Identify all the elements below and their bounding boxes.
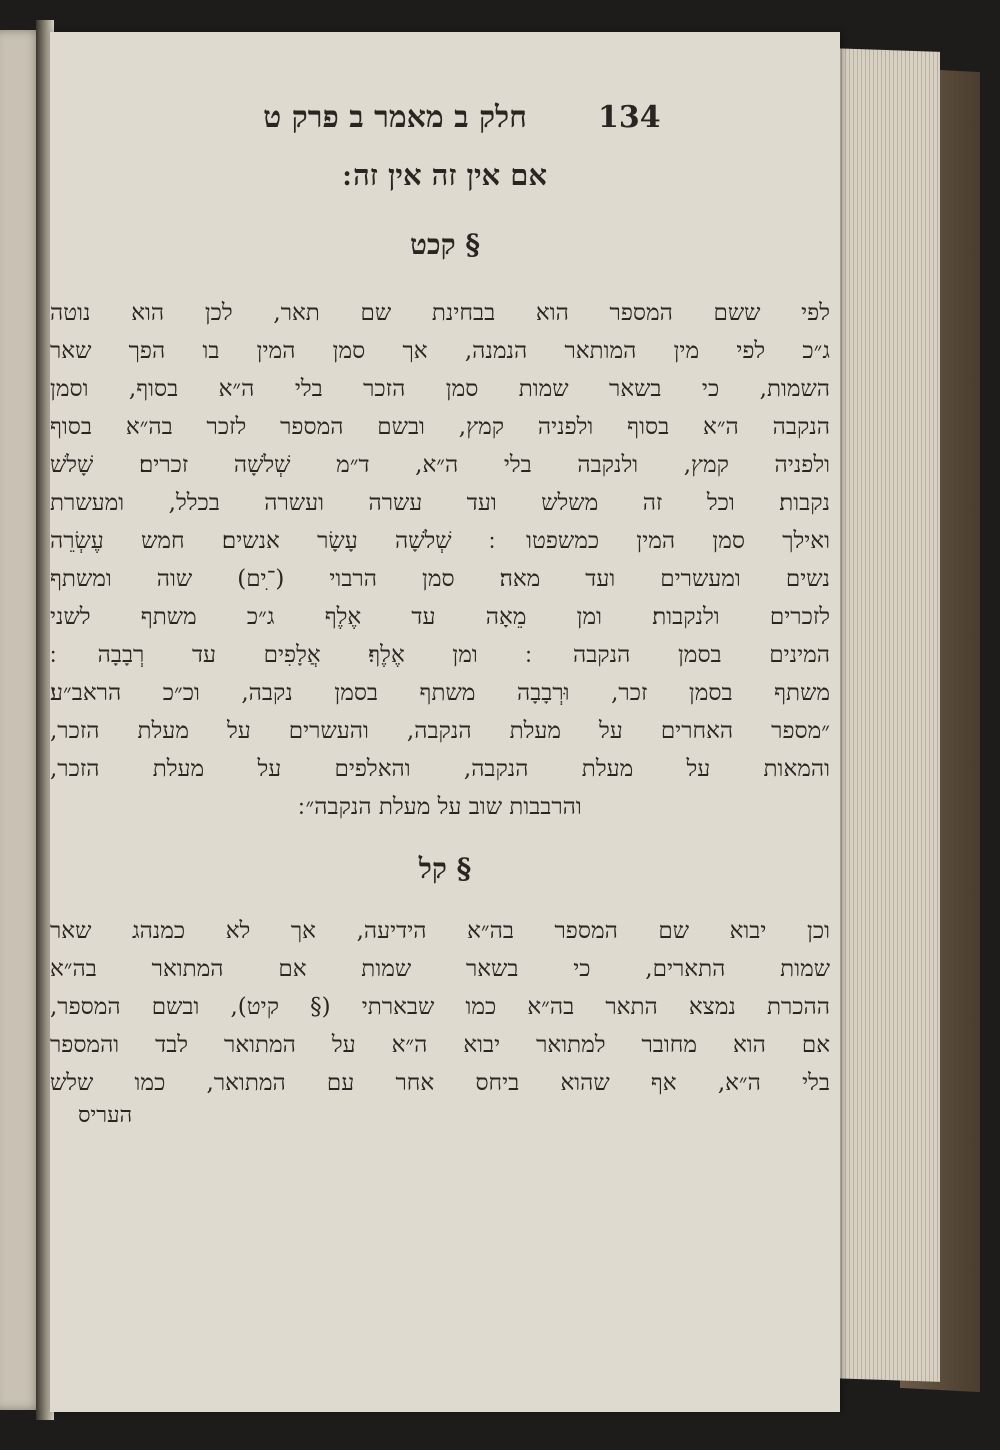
chapter-subtitle: אם אין זה אין זה ׃ [343, 158, 547, 192]
section-1-text [50, 294, 830, 826]
section-2-text [50, 912, 830, 1102]
section-title-2: § קל [418, 852, 472, 885]
text-line: בלי ה״א, אף שהוא ביחס אחר עם המתואר, כמו שלש [50, 1070, 830, 1096]
text-line: ואילך סמן המין כמשפטו ׃ שְׁלֹשָׁה עָשָׂר אנשים׃ חמש עֶשְׂרֵה [50, 528, 830, 554]
page-number: 134 [598, 100, 661, 135]
text-line: לפי ששם המספר הוא בבחינת שם תאר, לכן הוא נוטה [50, 300, 830, 326]
text-line: ג״כ לפי מין המותאר הנמנה, אך סמן המין בו הפך שאר [50, 338, 830, 364]
book-page [50, 32, 840, 1412]
running-head: חלק ב מאמר ב פרק ט [263, 100, 527, 135]
text-line: והמאות על מעלת הנקבה, והאלפים על מעלת הזכר, [50, 756, 830, 782]
text-line: וכן יבוא שם המספר בה״א הידיעה, אך לא כמנהג שאר [50, 918, 830, 944]
text-line: ולפניה קמץ, ולנקבה בלי ה״א, ד״מ שְׁלֹשָׁה זכרים׃ שָׁלֹש [50, 452, 830, 478]
text-line: והרבבות שוב על מעלת הנקבה״ ׃ [298, 794, 582, 820]
page-edges [830, 48, 940, 1382]
text-line: לזכרים ולנקבות׃ ומן מֵאָה עד אֶלֶף ג״כ משתף לשני [50, 604, 830, 630]
text-line: שמות התארים, כי בשאר שמות אם המתואר בה״א [50, 956, 830, 982]
text-line: ״מספר האחרים על מעלת הנקבה, והעשרים על מעלת הזכר, [50, 718, 830, 744]
text-line: נשים ומעשרים ועד מאה׃ סמן הרבוי (־ִים) שוה ומשתף [50, 566, 830, 592]
text-line: השמות, כי בשאר שמות סמן הזכר בלי ה״א בסוף, וסמן [50, 376, 830, 402]
page-header [50, 100, 840, 150]
text-line: המינים בסמן הנקבה ׃ ומן אֶלֶף׃ אֲלָפִים עד רְבָבָה ׃ [50, 642, 830, 668]
text-line: אם הוא מחובר למתואר יבוא ה״א על המתואר לבד והמספר [50, 1032, 830, 1058]
section-title-1: § קכט [410, 228, 480, 261]
catchword: העריס [78, 1103, 133, 1128]
text-line: הנקבה ה״א בסוף ולפניה קמץ, ובשם המספר לזכר בה״א בסוף [50, 414, 830, 440]
text-line: נקבות׃ וכל זה משלש ועד עשרה ועשרה בכלל, ומעשרת [50, 490, 830, 516]
text-line: משתף בסמן זכר, וּרְבָבָה משתף בסמן נקבה, וכ״כ הראב״ע׃ [50, 680, 830, 706]
text-line: ההכרת נמצא התאר בה״א כמו שבארתי (§ קיט), ובשם המספר, [50, 994, 830, 1020]
